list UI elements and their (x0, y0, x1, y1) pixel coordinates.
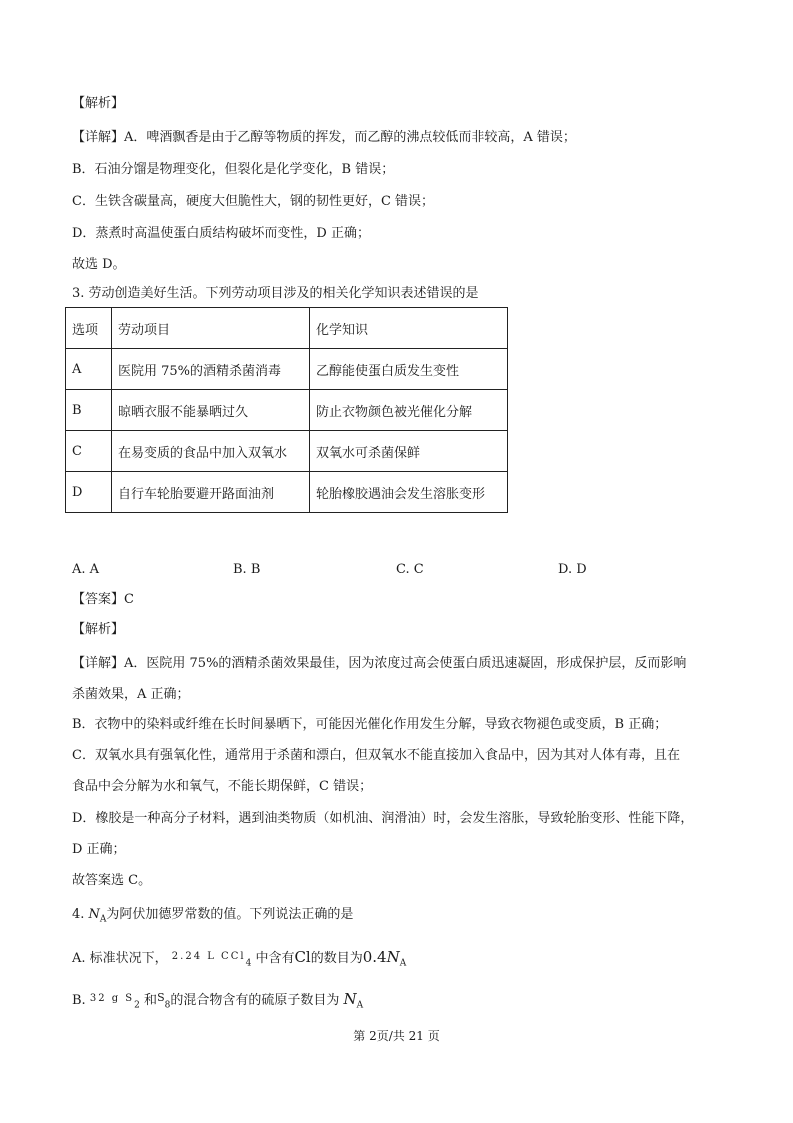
question-3-stem: 3. 劳动创造美好生活。下列劳动项目涉及的相关化学知识表述错误的是 (72, 286, 479, 301)
table-cell: 轮胎橡胶遇油会发生溶胀变形 (310, 472, 508, 513)
table-cell: 乙醇能使蛋白质发生变性 (310, 349, 508, 390)
analysis-line-b: B．石油分馏是物理变化，但裂化是化学变化，B 错误； (72, 162, 395, 177)
table-row (66, 349, 508, 390)
option-b-prefix: B. (72, 993, 86, 1008)
table-cell: 双氧水可杀菌保鲜 (310, 431, 508, 472)
detail-tag: 【详解】 (72, 656, 125, 671)
table-row (66, 431, 508, 472)
option-b-formula: 32 g S (89, 993, 135, 1004)
option-b: B. B (233, 562, 261, 577)
detail-tag: 【详解】 (72, 130, 125, 145)
question-4-option-b (72, 989, 363, 1015)
na-symbol: N (343, 990, 357, 1008)
table-cell: 在易变质的食品中加入双氧水 (112, 431, 310, 472)
option-b-and: 和 (144, 993, 158, 1008)
question-4-stem (72, 906, 353, 929)
analysis-tag: 【解析】 (72, 622, 125, 637)
na-symbol: N (88, 907, 100, 922)
option-a-cl: Cl (294, 948, 311, 966)
question-4-text: 为阿伏加德罗常数的值。下列说法正确的是 (106, 907, 354, 922)
table-row (66, 390, 508, 431)
analysis-line-d: D．橡胶是一种高分子材料，遇到油类物质（如机油、润滑油）时，会发生溶胀，导致轮胎变形、性能下降， (72, 811, 694, 826)
table-cell: A (66, 349, 112, 390)
table-cell: B (66, 390, 112, 431)
table-cell: 防止衣物颜色被光催化分解 (310, 390, 508, 431)
table-cell: 晾晒衣服不能暴晒过久 (112, 390, 310, 431)
analysis-line-a-cont: 杀菌效果，A 正确； (72, 687, 190, 702)
analysis-line-a (72, 129, 576, 147)
analysis-line-a (72, 655, 686, 673)
question-number: 4. (72, 907, 85, 922)
table-header-cell: 劳动项目 (112, 308, 310, 349)
answer-value: C (124, 592, 134, 607)
na-subscript: A (399, 958, 407, 969)
option-a-text2: 的数目为 (310, 951, 363, 966)
option-a-prefix: A. 标准状况下， (72, 951, 168, 966)
option-b-s8: S (157, 991, 165, 1004)
analysis-line-c: C．双氧水具有强氧化性，通常用于杀菌和漂白，但双氧水不能直接加入食品中，因为其对人体有毒，且在 (72, 748, 680, 763)
table-cell: 医院用 75%的酒精杀菌消毒 (112, 349, 310, 390)
option-c: C. C (396, 562, 424, 577)
na-subscript: A (356, 1000, 364, 1011)
option-b-text: 的混合物含有的硫原子数目为 (170, 993, 340, 1008)
table-header-cell: 化学知识 (310, 308, 508, 349)
analysis-conclusion: 故选 D。 (72, 257, 126, 272)
question-3-table (65, 307, 508, 513)
answer-tag: 【答案】 (72, 592, 125, 607)
table-row (66, 472, 508, 513)
analysis-tag: 【解析】 (72, 96, 125, 111)
option-b-formula-subscript: 2 (134, 1000, 140, 1011)
na-subscript: A (99, 914, 107, 925)
analysis-line-c-cont: 食品中会分解为水和氧气，不能长期保鲜，C 错误； (72, 779, 373, 794)
question-4-option-a (72, 948, 406, 973)
table-cell: C (66, 431, 112, 472)
table-cell: D (66, 472, 112, 513)
analysis-line-b: B．衣物中的染料或纤维在长时间暴晒下，可能因光催化作用发生分解，导致衣物褪色或变质，B 正确； (72, 717, 668, 732)
option-b-s8-subscript: 8 (164, 1000, 171, 1011)
option-a-formula: 2.24 L CCl (171, 951, 246, 962)
answer-line (72, 591, 134, 609)
analysis-line-c: C．生铁含碳量高，硬度大但脆性大，钢的韧性更好，C 错误； (72, 194, 435, 209)
table-header-cell: 选项 (66, 308, 112, 349)
page-footer: 第 2页/共 21 页 (353, 1029, 440, 1043)
table-cell: 自行车轮胎要避开路面油剂 (112, 472, 310, 513)
analysis-text-a: A．医院用 75%的酒精杀菌效果最佳，因为浓度过高会使蛋白质迅速凝固，形成保护层，反而影响 (124, 656, 687, 671)
option-a-text: 中含有 (255, 951, 295, 966)
table-header-row (66, 308, 508, 349)
analysis-line-d-cont: D 正确； (72, 842, 126, 857)
option-a: A. A (72, 562, 100, 577)
option-a-value: 0.4 (362, 948, 387, 966)
option-a-formula-subscript: 4 (245, 958, 252, 969)
na-symbol: N (386, 948, 400, 966)
analysis-conclusion: 故答案选 C。 (72, 873, 152, 888)
analysis-text-a: A．啤酒飘香是由于乙醇等物质的挥发，而乙醇的沸点较低而非较高，A 错误； (124, 130, 576, 145)
analysis-line-d: D．蒸煮时高温使蛋白质结构破坏而变性，D 正确； (72, 226, 370, 241)
option-d: D. D (558, 562, 587, 577)
